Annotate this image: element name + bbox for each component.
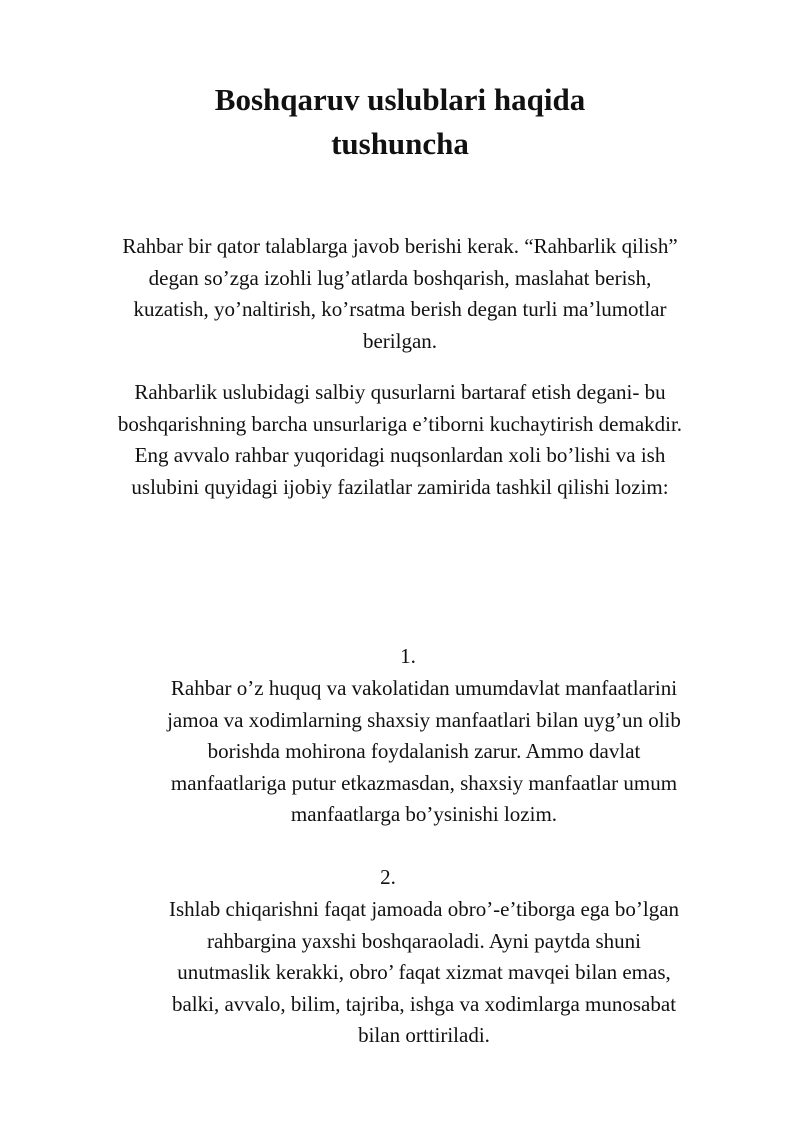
- list-item-number: 1.: [400, 644, 416, 668]
- paragraph-intro: Rahbar bir qator talablarga javob berishi kerak. “Rahbarlik qilish” degan so’zga izohli lug’atlarda boshqarish, maslahat berish, kuzatish, yo’naltirish, ko’rsatma berish degan turli ma’lumotlar berilgan.: [122, 234, 678, 353]
- list-item-text: Ishlab chiqarishni faqat jamoada obro’-e’tiborga ega bo’lgan rahbargina yaxshi boshqaraoladi. Ayni paytda shuni unutmaslik kerakki, obro’ faqat xizmat mavqei bilan emas, balki, avvalo, bilim, tajriba, ishga va xodimlarga munosabat bilan orttiriladi.: [168, 897, 680, 1047]
- page-title: Boshqaruv uslublari haqida tushuncha: [214, 82, 586, 161]
- list-item-text: Rahbar o’z huquq va vakolatidan umumdavlat manfaatlarini jamoa va xodimlarning shaxsiy manfaatlari bilan uyg’un olib borishda mohirona foydalanish zarur. Ammo davlat manfaatlariga putur etkazmasdan, shaxsiy manfaatlar umum manfaatlarga bo’ysinishi lozim.: [167, 676, 681, 826]
- list-item-number: 2.: [380, 865, 396, 889]
- paragraph-style-flaws: Rahbarlik uslubidagi salbiy qusurlarni bartaraf etish degani- bu boshqarishning barcha unsurlariga e’tiborni kuchaytirish demakdir. Eng avvalo rahbar yuqoridagi nuqsonlardan xoli bo’lishi va ish uslubini quyidagi ijobiy fazilatlar zamirida tashkil qilishi lozim:: [117, 380, 683, 499]
